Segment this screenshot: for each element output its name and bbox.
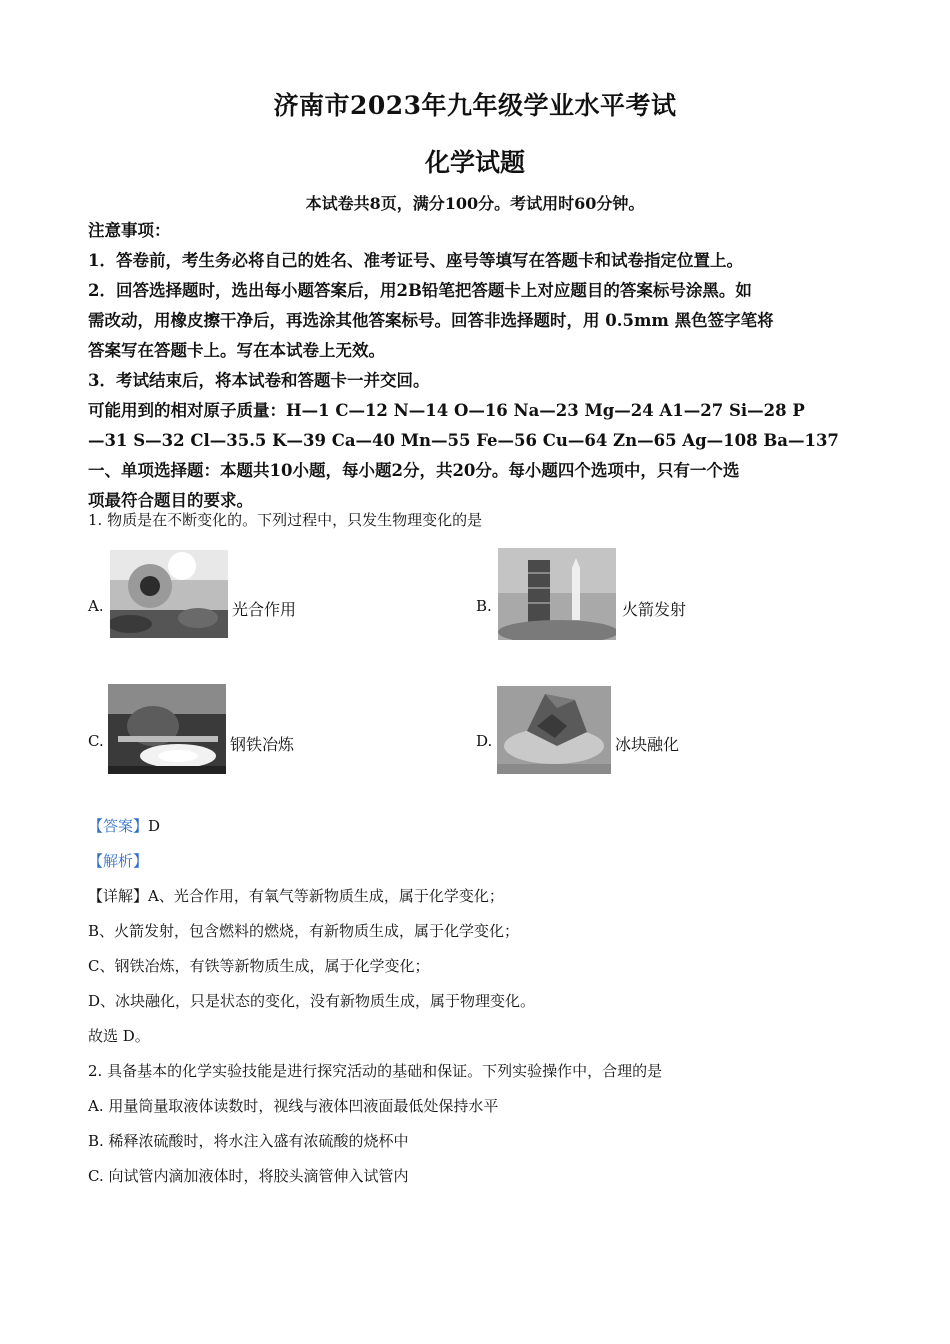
q1-option-d-label: 冰块融化 — [615, 735, 680, 754]
notes-item-2-line-3: 答案写在答题卡上。写在本试卷上无效。 — [88, 341, 385, 360]
answer-tag: 【答案】 — [88, 817, 149, 835]
atomic-mass-line-1: 可能用到的相对原子质量：H—1 C—12 N—14 O—16 Na—23 Mg—24 A1—27 Si—28 P — [88, 401, 805, 420]
rocket-photo — [498, 548, 616, 640]
atomic-mass-line-2: —31 S—32 Cl—35.5 K—39 Ca—40 Mn—55 Fe—56 Cu—64 Zn—65 Ag—108 Ba—137 — [88, 431, 839, 450]
q2-stem: 2. 具备基本的化学实验技能是进行探究活动的基础和保证。下列实验操作中，合理的是 — [88, 1062, 663, 1080]
q1-option-a-label: 光合作用 — [232, 600, 297, 619]
page-subtitle: 化学试题 — [424, 148, 525, 177]
notes-item-1: 1．答卷前，考生务必将自己的姓名、准考证号、座号等填写在答题卡和试卷指定位置上。 — [88, 251, 743, 270]
q1-option-c-letter: C. — [88, 732, 104, 750]
q1-option-a-letter: A. — [88, 597, 104, 615]
notes-heading: 注意事项： — [88, 221, 171, 240]
q1-option-d-letter: D. — [476, 732, 493, 750]
answer-value: D — [148, 817, 161, 835]
detail-line-1: 【详解】A、光合作用，有氧气等新物质生成，属于化学变化； — [88, 887, 504, 905]
q1-answer — [88, 816, 160, 836]
melting-ice-photo — [497, 686, 611, 774]
exam-info: 本试卷共8页，满分100分。考试用时60分钟。 — [305, 194, 645, 213]
notes-item-2-line-1: 2．回答选择题时，选出每小题答案后，用2B铅笔把答题卡上对应题目的答案标号涂黑。如 — [88, 281, 752, 300]
q1-option-b-letter: B. — [476, 597, 492, 615]
page-title: 济南市2023年九年级学业水平考试 — [273, 91, 677, 120]
q2-option-c: C. 向试管内滴加液体时，将胶头滴管伸入试管内 — [88, 1167, 409, 1185]
analysis-tag: 【解析】 — [88, 852, 149, 870]
sunflower-photo — [110, 550, 228, 638]
section-heading-line-1: 一、单项选择题：本题共10小题，每小题2分，共20分。每小题四个选项中，只有一个选 — [88, 461, 740, 480]
q1-stem: 1. 物质是在不断变化的。下列过程中，只发生物理变化的是 — [88, 511, 483, 529]
detail-line-3: C、钢铁冶炼，有铁等新物质生成，属于化学变化； — [88, 957, 430, 975]
section-heading-line-2: 项最符合题目的要求。 — [88, 491, 253, 510]
q1-option-b-label: 火箭发射 — [622, 600, 687, 619]
notes-item-2-line-2: 需改动，用橡皮擦干净后，再选涂其他答案标号。回答非选择题时，用 0.5mm 黑色签字笔将 — [88, 311, 774, 330]
detail-line-2: B、火箭发射，包含燃料的燃烧，有新物质生成，属于化学变化； — [88, 922, 520, 940]
notes-block — [88, 216, 868, 516]
q2-option-b: B. 稀释浓硫酸时，将水注入盛有浓硫酸的烧杯中 — [88, 1132, 409, 1150]
notes-item-3: 3．考试结束后，将本试卷和答题卡一并交回。 — [88, 371, 430, 390]
steel-smelting-photo — [108, 684, 226, 774]
detail-line-4: D、冰块融化，只是状态的变化，没有新物质生成，属于物理变化。 — [88, 992, 536, 1010]
q1-option-c-label: 钢铁冶炼 — [230, 735, 295, 754]
detail-line-5: 故选 D。 — [88, 1027, 150, 1045]
q2-option-a: A. 用量筒量取液体读数时，视线与液体凹液面最低处保持水平 — [88, 1097, 499, 1115]
